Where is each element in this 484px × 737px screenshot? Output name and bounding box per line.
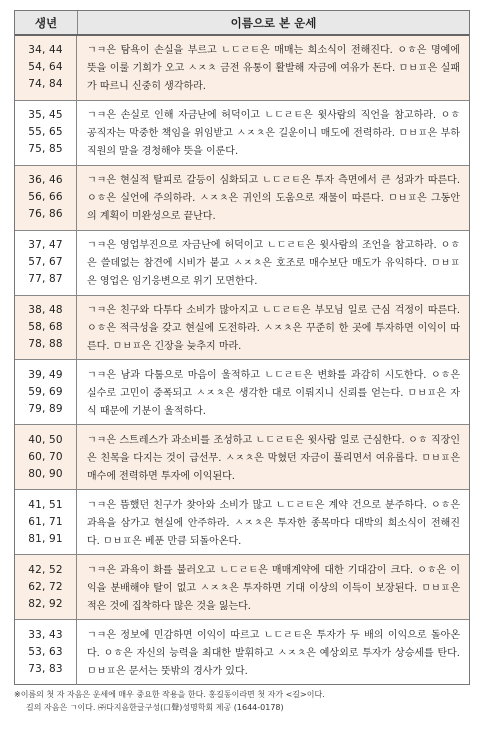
year-pair: 35, 45 [28,109,63,122]
year-pair: 42, 52 [28,563,63,576]
birth-years [15,231,77,295]
year-pair: 41, 51 [28,498,63,511]
year-pair: 74, 84 [28,78,63,91]
fortune-text: ㄱㅋ은 스트레스가 과소비를 조성하고 ㄴㄷㄹㅌ은 윗사람 일로 근심한다. ㅇㅎ 직장인은 친목을 다지는 것이 급선무. ㅅㅈㅊ은 막혔던 자금이 풀리면서 여유롭다. ㅁㅂㅍ은 매수에 전력하면 투자에 이익된다. [87,434,460,482]
table-row [15,231,469,296]
year-pair: 82, 92 [28,597,63,610]
fortune-text: ㄱㅋ은 현실적 탈피로 갈등이 심화되고 ㄴㄷㄹㅌ은 투자 측면에서 큰 성과가 따른다. ㅇㅎ은 실언에 주의하라. ㅅㅈㅊ은 귀인의 도움으로 재물이 따른다. ㅁㅂㅍ은 그동안의 계획이 미완성으로 끝난다. [87,175,460,223]
table-header [15,11,469,36]
year-pair: 33, 43 [28,628,63,641]
year-pair: 37, 47 [28,239,63,252]
birth-years [15,620,77,685]
fortune-text: ㄱㅋ은 뜸했던 친구가 찾아와 소비가 많고 ㄴㄷㄹㅌ은 계약 건으로 분주하다. ㅇㅎ은 과욕을 삼가고 현실에 안주하라. ㅅㅈㅊ은 투자한 종목마다 대박의 희소식이 전해진다. ㅁㅂㅍ은 베푼 만큼 되돌아온다. [87,499,460,547]
fortune-table [14,10,470,685]
footnote [14,688,470,714]
year-pair: 73, 83 [28,662,63,675]
year-pair: 60, 70 [28,450,63,463]
table-row [15,425,469,490]
year-pair: 38, 48 [28,304,63,316]
table-row [15,166,469,231]
birth-years [15,166,77,230]
birth-years [15,101,77,165]
year-pair: 78, 88 [28,338,63,350]
year-pair: 56, 66 [28,191,63,204]
birth-years [15,425,77,489]
table-row [15,490,469,555]
table-row [15,101,469,166]
year-pair: 77, 87 [28,273,63,286]
table-row [15,36,469,101]
table-row [15,360,469,425]
year-pair: 80, 90 [28,467,63,480]
year-pair: 57, 67 [28,256,63,269]
footnote-line: ※이름의 첫 자 자음은 운세에 매우 중요한 작용을 한다. 홍길동이라면 첫 자가 <길>이다. [14,690,325,699]
fortune-text: ㄱㅋ은 과욕이 화를 불러오고 ㄴㄷㄹㅌ은 매매계약에 대한 기대감이 크다. ㅇㅎ은 이익을 분배해야 탈이 없고 ㅅㅈㅊ은 투자하면 기대 이상의 이득이 보장된다. ㅁㅂㅍ은 적은 것에 집착하다 많은 것을 잃는다. [87,564,460,612]
year-pair: 36, 46 [28,174,63,187]
year-pair: 39, 49 [28,368,63,381]
year-pair: 61, 71 [28,515,63,528]
fortune-text: ㄱㅋ은 영업부진으로 자금난에 허덕이고 ㄴㄷㄹㅌ은 윗사람의 조언을 참고하라. ㅇㅎ은 쓸데없는 참견에 시비가 붙고 ㅅㅈㅊ은 호조로 매수보단 매도가 유익하다. ㅁㅂㅍ은 영업은 임기응변으로 위기 모면한다. [87,240,460,288]
birth-years [15,296,77,360]
fortune-text: ㄱㅋ은 친구와 다투다 소비가 많아지고 ㄴㄷㄹㅌ은 부모님 일로 근심 걱정이 따른다. ㅇㅎ은 적극성을 갖고 현실에 도전하라. ㅅㅈㅊ은 꾸준히 한 곳에 투자하면 이익이 따른다. ㅁㅂㅍ은 긴장을 늦추지 마라. [87,305,460,352]
year-pair: 53, 63 [28,645,63,658]
year-pair: 54, 64 [28,61,63,74]
fortune-text: ㄱㅋ은 탐욕이 손실을 부르고 ㄴㄷㄹㅌ은 매매는 희소식이 전해진다. ㅇㅎ은 명예에 뜻을 이룰 기회가 오고 ㅅㅈㅊ 금전 유통이 활발해 자금에 여유가 돈다. ㅁㅂㅍ은 실패가 따르니 신중히 생각하라. [87,45,460,93]
year-pair: 58, 68 [28,321,63,333]
year-pair: 62, 72 [28,580,63,593]
birth-years [15,36,77,100]
birth-years [15,555,77,619]
table-row [15,296,469,361]
header-birth-year: 생년 [15,11,78,34]
birth-years [15,360,77,424]
fortune-text: ㄱㅋ은 정보에 민감하면 이익이 따르고 ㄴㄷㄹㅌ은 투자가 두 배의 이익으로 돌아온다. ㅇㅎ은 자신의 능력을 최대한 발휘하고 ㅅㅈㅊ은 예상외로 투자가 상승세를 탄다. ㅁㅂㅍ은 문서는 뚯밖의 경사가 있다. [87,629,460,677]
year-pair: 76, 86 [28,208,63,221]
year-pair: 81, 91 [28,532,63,545]
year-pair: 75, 85 [28,143,63,156]
year-pair: 79, 89 [28,402,63,415]
table-row [15,555,469,620]
header-fortune: 이름으로 본 운세 [230,15,317,30]
fortune-text: ㄱㅋ은 남과 다툼으로 마음이 울적하고 ㄴㄷㄹㅌ은 변화를 과감히 시도한다. ㅇㅎ은 실수로 고민이 중폭되고 ㅅㅈㅊ은 생각한 대로 이뤄지니 신뢰를 얻는다. ㅁㅂㅍ은 자식 때문에 기분이 울적하다. [87,369,460,417]
year-pair: 59, 69 [28,385,63,398]
year-pair: 40, 50 [28,433,63,446]
year-pair: 55, 65 [28,126,63,139]
year-pair: 34, 44 [28,44,63,57]
birth-years [15,490,77,554]
table-row [15,620,469,685]
footnote-line: 길의 자음은 ㄱ이다. ㈜다지음한글구성(口聲)성명학회 제공 (1644-0178) [26,703,284,712]
fortune-text: ㄱㅋ은 손실로 인해 자금난에 허덕이고 ㄴㄷㄹㅌ은 윗사람의 직언을 참고하라. ㅇㅎ 공직자는 막중한 책임을 위임받고 ㅅㅈㅊ은 길운이니 매도에 전력하라. ㅁㅂㅍ은 부하직원의 말을 경청해야 뜻을 이룬다. [87,110,460,158]
